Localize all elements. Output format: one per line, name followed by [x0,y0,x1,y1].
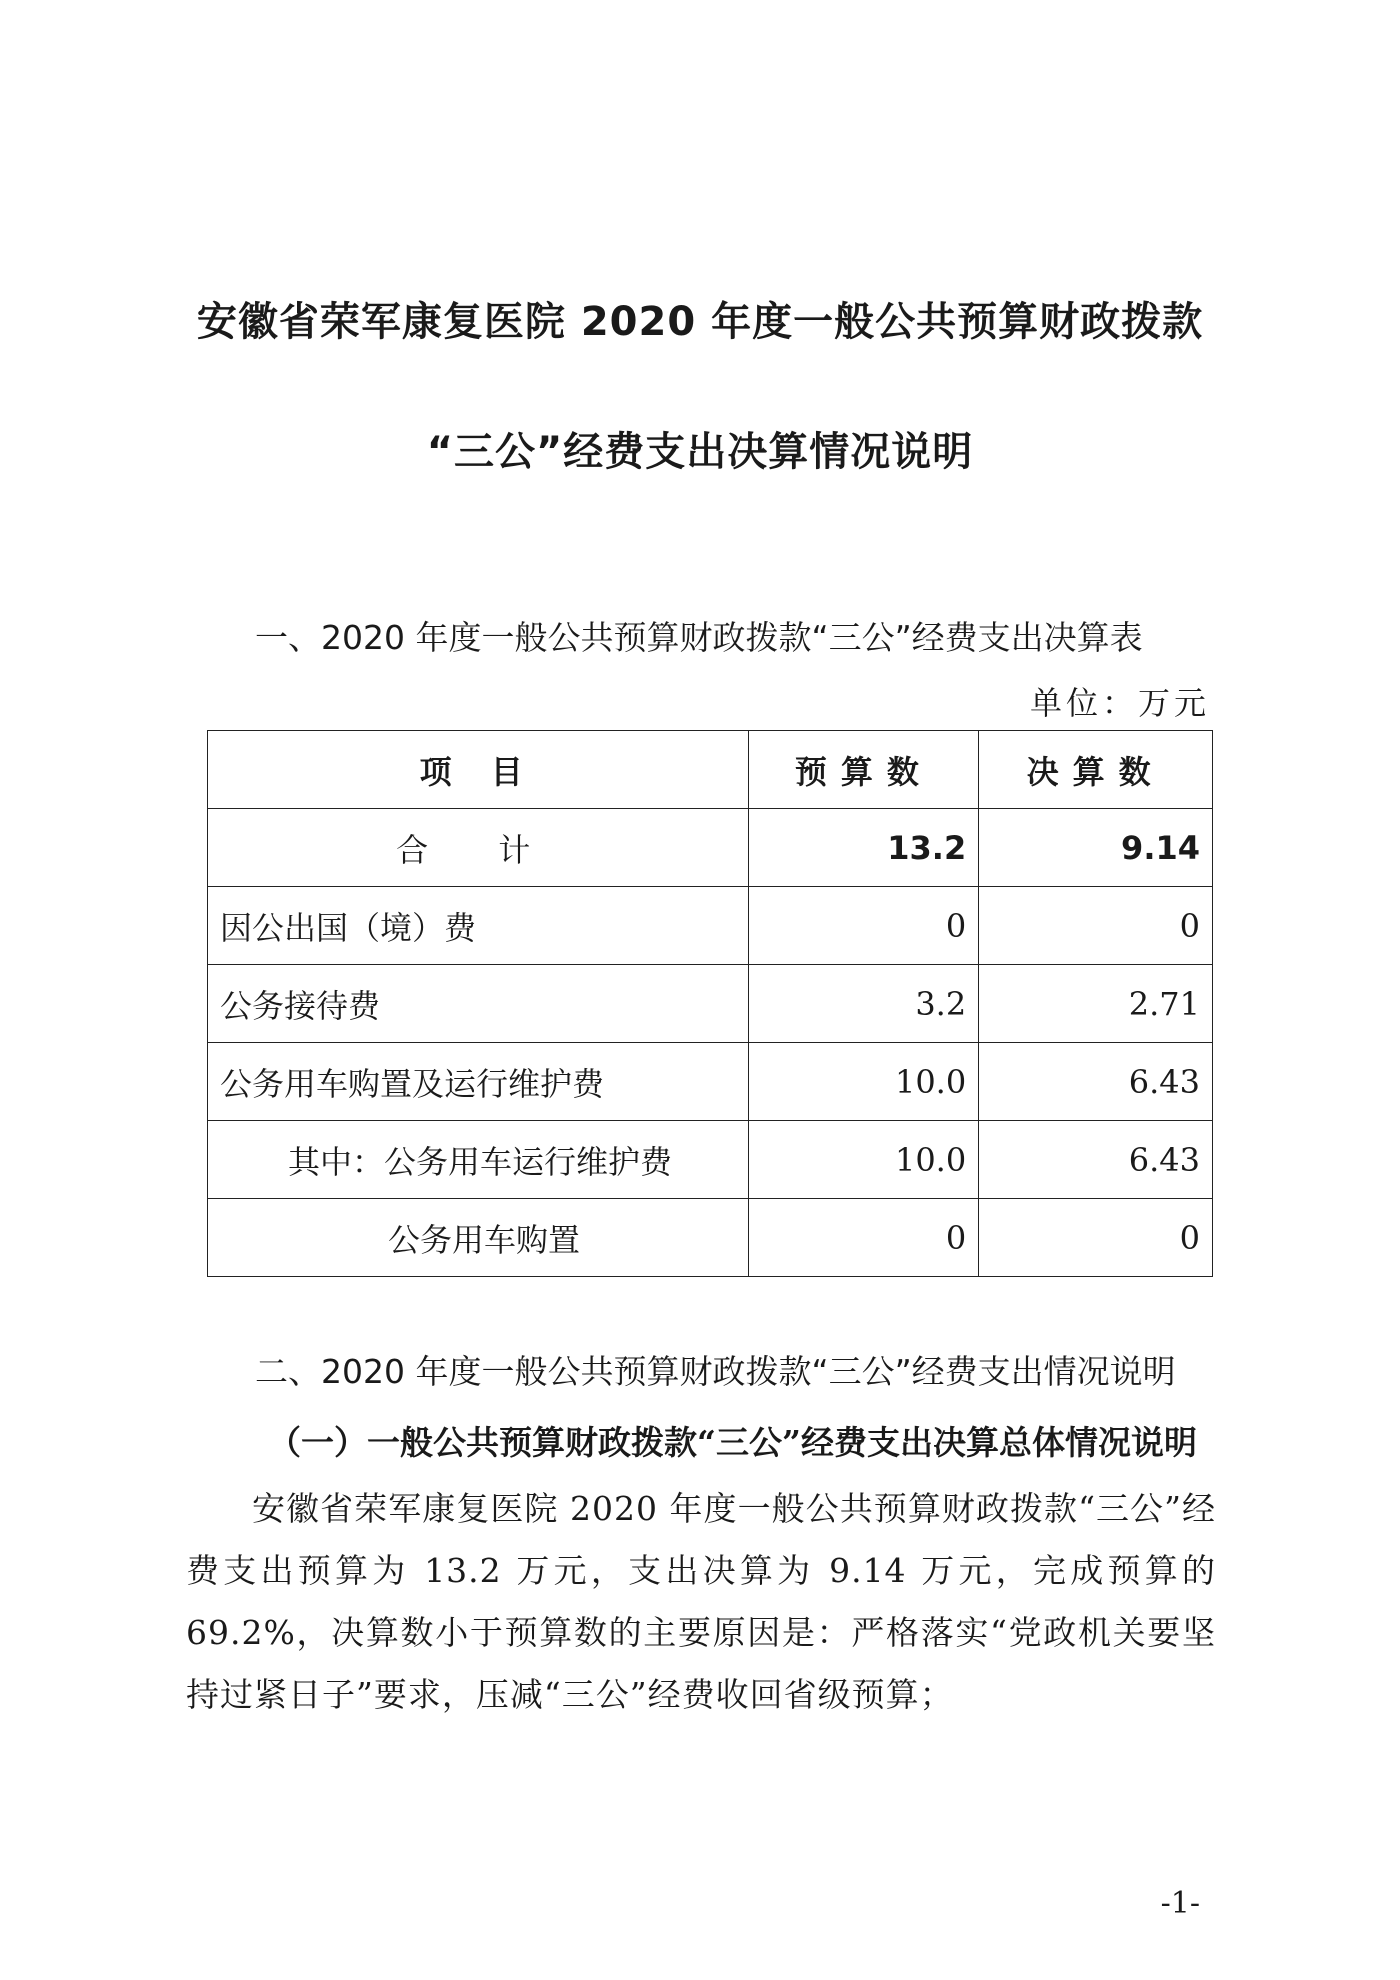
row-label: 公务用车购置及运行维护费 [208,1043,749,1121]
table-header-row [208,731,1213,809]
table-row [208,1199,1213,1277]
row-budget: 13.2 [749,809,979,887]
row-label: 因公出国（境）费 [208,887,749,965]
document-title-line-2: “三公”经费支出决算情况说明 [426,429,974,475]
section-2-subheading: （一）一般公共预算财政拨款“三公”经费支出决算总体情况说明 [268,1423,1197,1462]
table-row [208,887,1213,965]
header-budget: 预算数 [749,731,979,809]
row-label: 公务用车购置 [208,1199,749,1277]
row-actual: 9.14 [979,809,1213,887]
page-number: -1- [1160,1886,1200,1921]
row-actual: 0 [979,887,1213,965]
row-label: 公务接待费 [208,965,749,1043]
table-row [208,1043,1213,1121]
section-1-heading: 一、2020 年度一般公共预算财政拨款“三公”经费支出决算表 [255,618,1143,657]
row-budget: 3.2 [749,965,979,1043]
table-row [208,965,1213,1043]
document-title-line-1: 安徽省荣军康复医院 2020 年度一般公共预算财政拨款 [196,299,1204,345]
row-actual: 6.43 [979,1043,1213,1121]
row-actual: 2.71 [979,965,1213,1043]
row-actual: 0 [979,1199,1213,1277]
row-budget: 10.0 [749,1043,979,1121]
table-row [208,1121,1213,1199]
expenditure-table [207,730,1213,1277]
row-label: 其中：公务用车运行维护费 [208,1121,749,1199]
row-label: 合 计 [208,809,749,887]
row-actual: 6.43 [979,1121,1213,1199]
unit-label: 单位：万元 [1029,684,1210,722]
paragraph-text: 安徽省荣军康复医院 2020 年度一般公共预算财政拨款“三公”经费支出预算为 13.2 万元，支出决算为 9.14 万元，完成预算的 69.2%，决算数小于预算数的主要原因是：严格落实“党政机关要坚持过紧日子”要求，压减“三公”经费收回省级预算； [186,1489,1216,1714]
row-budget: 0 [749,887,979,965]
table-row-total [208,809,1213,887]
header-actual: 决算数 [979,731,1213,809]
row-budget: 0 [749,1199,979,1277]
row-budget: 10.0 [749,1121,979,1199]
section-2-heading: 二、2020 年度一般公共预算财政拨款“三公”经费支出情况说明 [255,1352,1176,1391]
header-item: 项 目 [208,731,749,809]
body-paragraph [186,1478,1216,1726]
